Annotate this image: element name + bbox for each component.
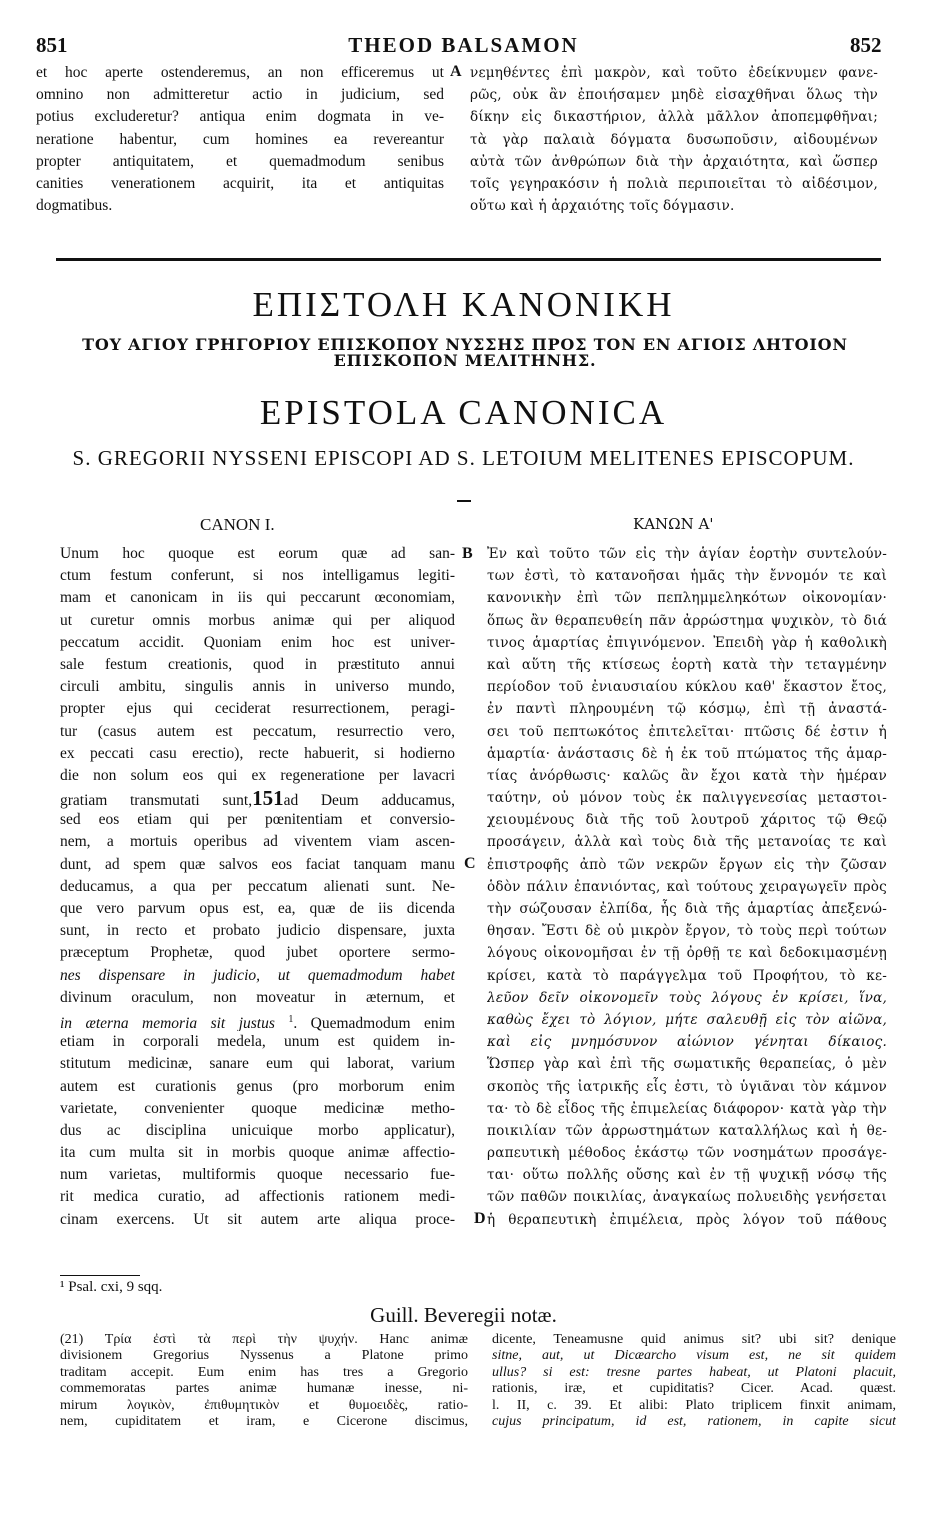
text-line: προσάγειν, ἀλλὰ καὶ τοὺς διὰ τῆς μετανοίας τε καὶ xyxy=(487,834,887,851)
text-line: mirum λογικὸν, ἐπιθυμητικὸν et θυμοειδὲς, ratio- xyxy=(60,1397,468,1413)
text-line: cinam exercens. Ut sit autem arte aliqua proce- xyxy=(60,1210,455,1228)
text-line: dicente, Teneamusne quid animus sit? ubi sit? denique xyxy=(492,1332,896,1347)
notes-right-column xyxy=(492,1332,896,1430)
text-line: ἐπιστροφῆς ἀπὸ τῶν νεκρῶν ἔργων εἰς τὴν ζῶσαν xyxy=(487,856,887,873)
text-line: traditam accepit. Eum enim has tres a Gregorio xyxy=(60,1364,468,1380)
text-line: rit medica curatio, ad affectionis rationem medi- xyxy=(60,1188,455,1206)
title-greek: ΕΠΙΣΤΟΛΗ ΚΑΝΟΝΙΚΗ xyxy=(252,285,675,324)
text-line: τίας ἀνόρθωσις· καλῶς ἂν ἔχοι κατὰ τὴν ἡμέραν xyxy=(487,767,887,784)
text-line: καὶ εἰς μνημόσυνον αἰώνιον γένηται δίκαιος. xyxy=(487,1034,887,1051)
text-line: οὕτω καὶ ἡ ἀρχαιότης τοῖς δόγμασιν. xyxy=(470,198,735,215)
text-line: τινος ἁμαρτίας ἐπιγινόμενον. Ἐπειδὴ γὰρ ἡ καθολικὴ xyxy=(487,634,887,651)
text-line: mam et canonicam in iis qui peccarunt œconomiam, xyxy=(60,589,455,607)
text-line: stitutum medicinæ, sanare eum qui laborat, varium xyxy=(60,1055,455,1073)
text-line: potius excluderetur? antiqua enim dogmata in ve- xyxy=(36,108,444,126)
text-line: sed eos etiam qui per pœnitentiam et conversio- xyxy=(60,811,455,829)
text-line: nes dispensare in judicio, ut quemadmodum habet xyxy=(60,966,455,984)
text-line: Ὥσπερ γὰρ καὶ ἐπὶ τῆς σωματικῆς θεραπείας, ὁ μὲν xyxy=(487,1056,887,1073)
divider-rule xyxy=(56,258,881,261)
notes-left-column xyxy=(60,1332,468,1430)
text-line: ὁδὸν πάλιν ἐπανιόντας, καὶ τούτους χειραγωγεῖν πρὸς xyxy=(487,878,887,895)
text-line-with-footnote-mark xyxy=(60,1009,455,1031)
text-line: ρῶς, οὐκ ἂν ἐποιήσαμεν μηδὲ εἰσαχθῆναι ὅλως τὴν xyxy=(470,87,878,104)
text-line: ποικιλίαν τῶν ἀρρωστημάτων καταλλήλως καὶ ἡ θε- xyxy=(487,1122,887,1139)
text-line: χειουμένους διὰ τῆς τοῦ λουτροῦ χάριτος τῷ Θεῷ xyxy=(487,812,887,829)
text-line: que vero parvum opus est, ea, quæ de iis dicenda xyxy=(60,900,455,917)
text-line: τὴν σώζουσαν ἐλπίδα, ἧς διὰ τῆς ἁμαρτίας ἀπεξενώ- xyxy=(487,901,887,917)
text-line: præceptum Prophetæ, quod jubet oportere sermo- xyxy=(60,944,455,962)
text-line: sitne, aut, ut Dicæarcho visum est, ne sit quidem xyxy=(492,1348,896,1364)
text-line: τα· τὸ δὲ εἶδος τῆς ἐπιμελείας διάφορον· κατὰ γὰρ τὴν xyxy=(487,1100,887,1117)
inline-page-number: 151 xyxy=(252,787,284,810)
text-fragment: . Quemadmodum enim xyxy=(293,1015,455,1032)
text-line: τὰ γὰρ παλαιὰ δόγματα δυσωποῦσιν, αἰδουμένων xyxy=(470,131,878,148)
text-line: et hoc aperte ostenderemus, an non efficeremus ut xyxy=(36,64,444,81)
footnote-mark: 1 xyxy=(288,1013,294,1025)
text-line: ραπευτικὴ μέθοδος ἑκάστῳ τῶν νοσημάτων προσάγε- xyxy=(487,1145,887,1162)
text-line: ex peccati casu erectio), recte habuerit, si hodierno xyxy=(60,744,455,762)
text-line: ctum festum conferunt, si nos intelligamus legiti- xyxy=(60,567,455,585)
text-line: περίοδον τοῦ ἐνιαυσιαίου κύκλου καθ' ἕκαστον ἔτος, xyxy=(487,679,887,696)
margin-letter-b: B xyxy=(462,545,473,562)
short-dash xyxy=(457,500,471,502)
text-line: dunt, ad spem quæ salvos eos faciat tanquam manu xyxy=(60,855,455,873)
title-latin: EPISTOLA CANONICA xyxy=(259,393,668,432)
text-line: ται· οὕτω πολλῆς οὔσης καὶ ἐν τῇ ψυχικῇ νόσῳ τῆς xyxy=(487,1167,887,1184)
running-title: THEOD BALSAMON xyxy=(348,33,579,57)
greek-body-column xyxy=(487,543,887,1231)
text-line: deducamus, a qua per peccatum alienati sunt. Ne- xyxy=(60,877,455,895)
text-line: καὶ αὕτη τῆς κτίσεως ἑορτὴ κατὰ τὴν τεταγμένην xyxy=(487,656,887,673)
text-line: divisionem Gregorius Nyssenus a Platone primo xyxy=(60,1348,468,1364)
margin-letter-a: A xyxy=(450,63,462,80)
text-line: commemoratas partes animæ humanæ inesse, ni- xyxy=(60,1381,468,1397)
text-line: των ἐστὶ, τὸ κατανοῆσαι ἡμᾶς τὴν ἔννομόν τε καὶ xyxy=(487,568,887,585)
text-line: canities venerationem acquirit, ita et antiquitas xyxy=(36,174,444,192)
text-line: divinum oraculum, non moveatur in æternum, et xyxy=(60,988,455,1006)
text-line-with-page-number xyxy=(60,787,455,809)
text-line: sunt, in recto et probato judicio dispensare, juxta xyxy=(60,922,455,940)
text-line: σκοπὸς τῆς ἰατρικῆς εἷς ἐστι, τὸ ὑγιᾶναι τὸν κάμνον xyxy=(487,1078,887,1095)
text-line: varietate, convenienter quoque medicinæ metho- xyxy=(60,1099,455,1117)
footnote-rule xyxy=(60,1275,140,1276)
text-line: λόγους οἰκονομῆσαι ἐν τῇ ὀρθῇ τε καὶ δεδοκιμασμένῃ xyxy=(487,945,887,962)
text-line: sale festum creationis, quod in præstituto annui xyxy=(60,655,455,673)
text-line: dogmatibus. xyxy=(36,197,113,215)
text-line: cujus principatum, id est, rationem, in capite sicut xyxy=(492,1413,896,1429)
text-line: (21) Τρία ἐστὶ τὰ περὶ τὴν ψυχήν. Hanc animæ xyxy=(60,1332,468,1347)
text-fragment: gratiam transmutati sunt, xyxy=(60,792,253,810)
notes-heading: Guill. Beveregii notæ. xyxy=(370,1303,557,1327)
text-line: Ἐν καὶ τοῦτο τῶν εἰς τὴν ἁγίαν ἑορτὴν συντελούν- xyxy=(487,546,887,562)
text-line: l. II, c. 39. Et alibi: Plato triplicem finxit animam, xyxy=(492,1397,896,1413)
text-line: τῶν παθῶν ποικιλίας, ἀναγκαίως πολυειδὴς γενήσεται xyxy=(487,1189,887,1206)
text-line: τοῖς γεγηρακόσιν ἡ πολιὰ περιποιεῖται τὸ αἰδέσιμον, xyxy=(470,175,878,192)
text-line: nem, cupiditatem et iram, e Cicerone discimus, xyxy=(60,1413,468,1429)
text-line: θησαν. Ἔστι δὲ οὐ μικρὸν ἔργον, τὸ τοὺς περὶ τούτων xyxy=(487,923,887,940)
top-greek-column xyxy=(470,62,878,217)
text-line: κρίσει, κατὰ τὸ παράγγελμα τοῦ Προφήτου, τὸ κε- xyxy=(487,967,887,984)
text-line: neratione habentur, cum homines ea revereantur xyxy=(36,130,444,148)
text-line: etiam in corporali medela, unum est quidem in- xyxy=(60,1033,455,1051)
text-line: dus ac disciplina unicuique morbo applicatur), xyxy=(60,1121,455,1139)
text-line: νεμηθέντες ἐπὶ μακρὸν, καὶ τοῦτο ἐδείκνυμεν φανε- xyxy=(470,65,878,81)
text-fragment: in æterna memoria sit justus xyxy=(60,1015,275,1032)
text-line: ὅπως ἂν θεραπευθείη πᾶν ἀρρώστημα ψυχικὸν, τὸ διά xyxy=(487,612,887,629)
text-line: rationis, iræ, et cupiditatis? Cicer. Acad. quæst. xyxy=(492,1381,896,1397)
text-line: καθὼς ἔχει τὸ λόγιον, μήτε σαλευθῇ εἰς τὸν αἰῶνα, xyxy=(487,1011,887,1028)
margin-letter-d: D xyxy=(474,1210,486,1227)
margin-letter-c: C xyxy=(464,855,476,872)
text-line: σει τοῦ πεπτωκότος ἐπιτελεῖται· πτῶσις δέ ἐστιν ἡ xyxy=(487,723,887,740)
canon-latin-heading: CANON I. xyxy=(200,515,275,534)
text-line: αὐτὰ τῶν ἀνθρώπων διὰ τὴν ἀρχαιότητα, καὶ ὥσπερ xyxy=(470,153,878,170)
page-number-right: 852 xyxy=(850,33,882,57)
text-line: tur (casus autem est peccatum, resurrectio vero, xyxy=(60,722,455,740)
text-line: ἡ θεραπευτικὴ ἐπιμέλεια, πρὸς λόγον τοῦ πάθους xyxy=(487,1211,887,1228)
text-line: ἐν παντὶ πληρουμένη τῷ κόσμῳ, ἐπὶ τῇ ἀναστά- xyxy=(487,701,887,718)
text-line: circuli ambitu, singulis annis in universo mundo, xyxy=(60,678,455,696)
text-line: autem est curationis genus (pro morborum enim xyxy=(60,1077,455,1095)
text-line: Unum hoc quoque est eorum quæ ad san- xyxy=(60,545,455,562)
text-line: ἁμαρτία· ἀνάστασις δὲ ἡ ἐκ τοῦ πτώματος τῆς ἁμαρ- xyxy=(487,745,887,762)
subtitle-latin: S. GREGORII NYSSENI EPISCOPI AD S. LETOIUM MELITENES EPISCOPUM. xyxy=(72,446,855,470)
top-latin-column xyxy=(36,62,444,217)
footnote: ¹ Psal. cxi, 9 sqq. xyxy=(60,1279,163,1295)
canon-greek-heading: ΚΑΝΩΝ Α' xyxy=(633,515,714,533)
text-line: δίκην εἰς δικαστήριον, ἀλλὰ μᾶλλον ἀποπεμφθῆναι; xyxy=(470,109,878,126)
latin-body-column xyxy=(60,543,455,1231)
text-line: ullus? si est: tresne partes habeat, ut Platoni placuit, xyxy=(492,1364,896,1380)
text-line: propter antiquitatem, et quemadmodum senibus xyxy=(36,152,444,170)
subtitle-greek: ΤΟΥ ΑΓΙΟΥ ΓΡΗΓΟΡΙΟΥ ΕΠΙΣΚΟΠΟΥ ΝΥΣΣΗΣ ΠΡΟΣ ΤΟΝ ΕΝ ΑΓΙΟΙΣ ΛΗΤΟΙΟΝ ΕΠΙΣΚΟΠΟΝ ΜΕΛΙΤΗΝΗΣ. xyxy=(82,335,848,370)
text-line: ita cum multa sit in morbis quoque animæ affectio- xyxy=(60,1144,455,1162)
text-line: num varietas, multiformis quoque necessario fue- xyxy=(60,1166,455,1184)
page-number-left: 851 xyxy=(36,33,68,57)
text-line: propter ejus qui ceciderat resurrectionem, peragi- xyxy=(60,700,455,718)
text-fragment: ad Deum adducamus, xyxy=(283,792,455,810)
text-line: nem, a mortuis operibus ad viventem viam ascen- xyxy=(60,833,455,851)
text-line: die non solum eos qui ex regeneratione per lavacri xyxy=(60,766,455,784)
text-line: λεῦον δεῖν οἰκονομεῖν τοὺς λόγους ἐν κρίσει, ἵνα, xyxy=(487,989,887,1006)
text-line: peccatum accidit. Quoniam enim hoc est univer- xyxy=(60,633,455,651)
text-line: ταύτην, οὐ μόνον τοὺς ἐκ παλιγγενεσίας μεταστοι- xyxy=(487,790,887,807)
text-line: ut curetur omnis morbus animæ qui per aliquod xyxy=(60,611,455,629)
text-line: κανονικὴν ἐπὶ τῶν πεπλημμεληκότων οἰκονομίαν· xyxy=(487,590,887,607)
text-line: omnino non admitteretur actio in judicium, sed xyxy=(36,86,444,104)
